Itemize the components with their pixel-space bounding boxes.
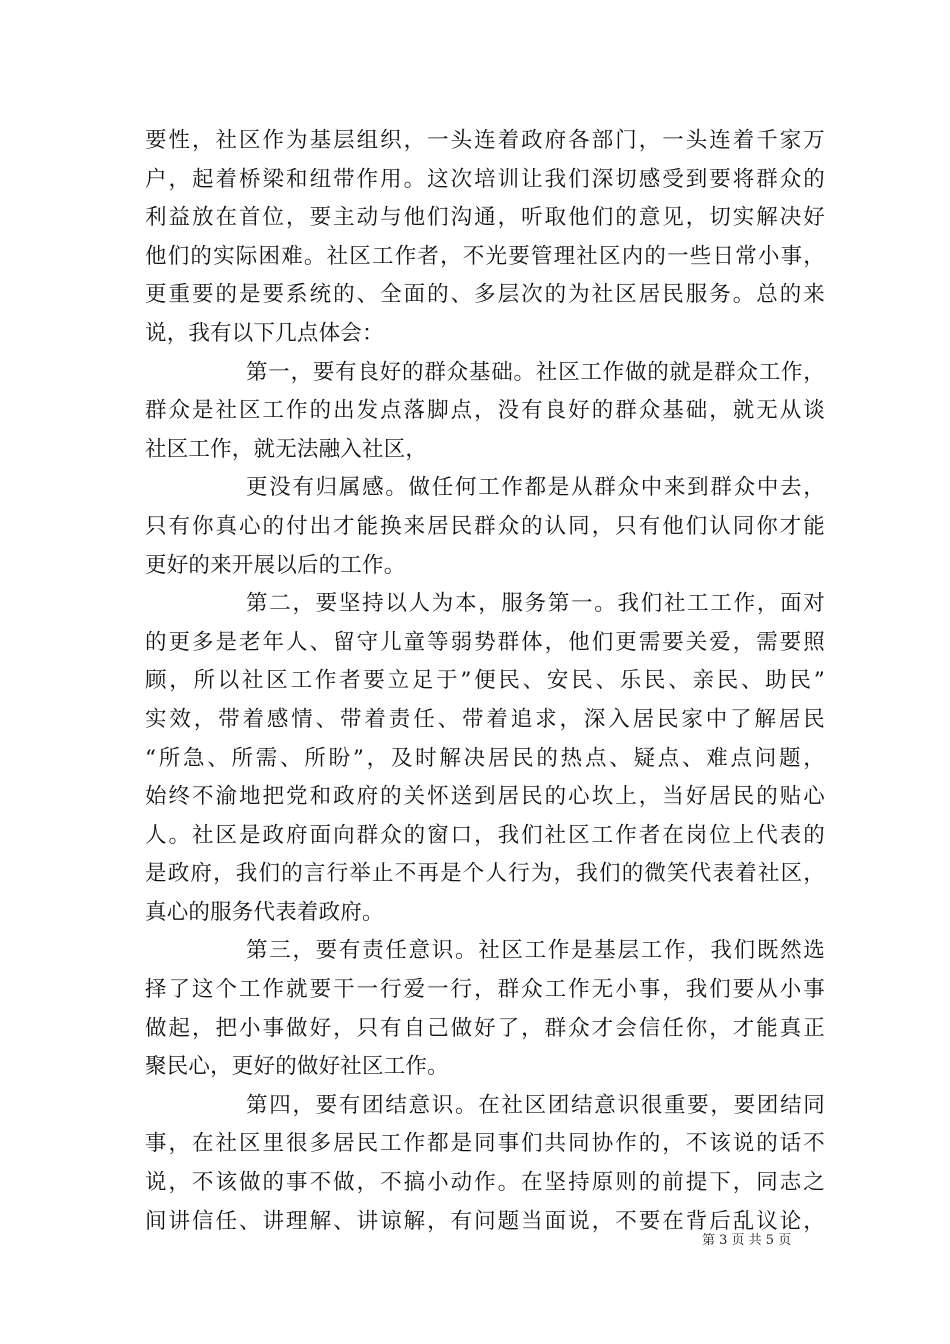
text-line: 的更多是老年人、留守儿童等弱势群体，他们更需要关爱，需要照 — [145, 629, 825, 655]
paragraph-first-line: 第二，要坚持以人为本，服务第一。我们社工工作，面对 — [246, 591, 825, 617]
text-line: 顾，所以社区工作者要立足于”便民、安民、乐民、亲民、助民” — [145, 668, 825, 694]
page-number: 第 3 页 共 5 页 — [702, 1233, 792, 1248]
text-line: 说，不该做的事不做，不搞小动作。在坚持原则的前提下，同志之 — [145, 1170, 825, 1196]
text-line: 聚民心，更好的做好社区工作。 — [145, 1054, 449, 1080]
text-line: 人。社区是政府面向群众的窗口，我们社区工作者在岗位上代表的 — [145, 822, 825, 848]
text-line: 真心的服务代表着政府。 — [145, 899, 384, 925]
paragraph-first-line: 第一，要有良好的群众基础。社区工作做的就是群众工作， — [246, 359, 825, 385]
text-line: 说，我有以下几点体会： — [145, 320, 384, 346]
text-line: 更好的来开展以后的工作。 — [145, 552, 406, 578]
paragraph-first-line: 第三，要有责任意识。社区工作是基层工作，我们既然选 — [246, 938, 825, 964]
text-line: 是政府，我们的言行举止不再是个人行为，我们的微笑代表着社区， — [145, 861, 825, 887]
paragraph-first-line: 第四，要有团结意识。在社区团结意识很重要，要团结同 — [246, 1092, 825, 1118]
text-line: 实效，带着感情、带着责任、带着追求，深入居民家中了解居民 — [145, 706, 825, 732]
body-text — [145, 122, 825, 1241]
text-line: 他们的实际困难。社区工作者，不光要管理社区内的一些日常小事， — [145, 243, 825, 269]
text-line: 更重要的是要系统的、全面的、多层次的为社区居民服务。总的来 — [145, 282, 825, 308]
text-line: 只有你真心的付出才能换来居民群众的认同，只有他们认同你才能 — [145, 513, 825, 539]
paragraph-first-line: 更没有归属感。做任何工作都是从群众中来到群众中去， — [246, 475, 825, 501]
text-line: “所急、所需、所盼”，及时解决居民的热点、疑点、难点问题， — [145, 745, 825, 771]
text-line: 社区工作，就无法融入社区， — [145, 436, 428, 462]
text-line: 利益放在首位，要主动与他们沟通，听取他们的意见，切实解决好 — [145, 205, 825, 231]
text-line: 事，在社区里很多居民工作都是同事们共同协作的，不该说的话不 — [145, 1131, 825, 1157]
text-line: 始终不渝地把党和政府的关怀送到居民的心坎上，当好居民的贴心 — [145, 784, 825, 810]
text-line: 间讲信任、讲理解、讲谅解，有问题当面说，不要在背后乱议论， — [145, 1208, 825, 1234]
text-line: 要性，社区作为基层组织，一头连着政府各部门，一头连着千家万 — [145, 128, 825, 153]
text-line: 群众是社区工作的出发点落脚点，没有良好的群众基础，就无从谈 — [145, 398, 825, 424]
text-line: 择了这个工作就要干一行爱一行，群众工作无小事，我们要从小事 — [145, 977, 825, 1003]
text-line: 户，起着桥梁和纽带作用。这次培训让我们深切感受到要将群众的 — [145, 166, 825, 192]
text-line: 做起，把小事做好，只有自己做好了，群众才会信任你，才能真正 — [145, 1015, 825, 1041]
